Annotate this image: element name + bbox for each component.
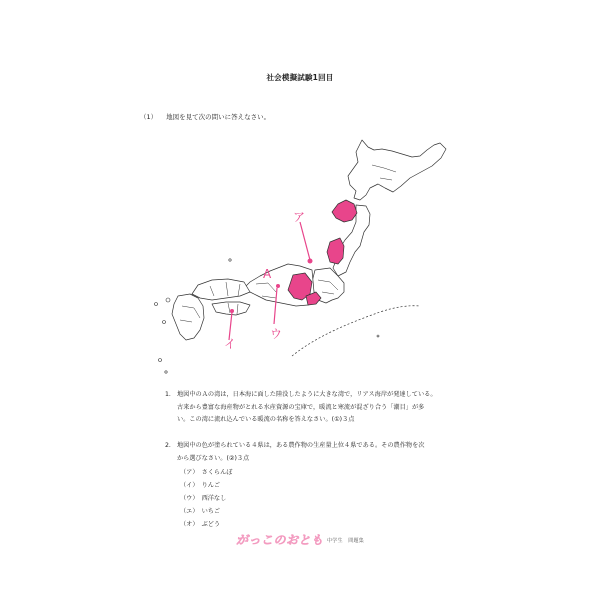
question-1 <box>165 389 477 427</box>
question-1-line-2: 古来から豊富な海産物がとれる水産資源の宝庫で，暖流と寒流が混ざり合う「潮目」が多 <box>177 403 425 411</box>
map-hokkaido <box>348 140 446 200</box>
option-label: （オ） <box>180 521 199 528</box>
option-text: いちご <box>201 508 221 515</box>
option-item <box>177 505 233 518</box>
option-text: 西洋なし <box>201 495 227 502</box>
option-label: （エ） <box>180 508 199 515</box>
option-text: さくらんぼ <box>201 469 233 476</box>
option-label: （ウ） <box>180 495 199 502</box>
map-aomori <box>332 200 357 222</box>
option-item <box>177 466 233 479</box>
map-yamagata <box>327 238 344 264</box>
question-2-line-1: 地図中の色が塗られている４県は，ある農作物の生産量上位４県である。その農作物を次 <box>177 442 425 449</box>
answer-options <box>177 466 233 531</box>
label-a: ア <box>293 210 306 224</box>
question-1-number: 1. <box>165 391 171 398</box>
map-dashed-line <box>292 306 420 356</box>
label-u: ウ <box>270 327 283 341</box>
question-2-line-2: から選びなさい。(②)３点 <box>177 454 250 462</box>
label-A: A <box>263 267 272 281</box>
map-shikoku <box>212 302 250 315</box>
brand-subtitle: 中学生 問題集 <box>327 538 365 544</box>
section-number: （1） <box>140 113 158 121</box>
option-item <box>177 518 233 531</box>
marker-A <box>276 284 280 288</box>
question-1-line-3: い。この湾に流れ込んでいる暖流の名称を答えなさい。(①)３点 <box>177 416 355 423</box>
option-text: りんご <box>201 482 221 489</box>
option-label: （ア） <box>180 469 199 476</box>
marker-i <box>230 309 234 313</box>
section-instruction: 地図を見て次の問いに答えなさい。 <box>166 113 271 121</box>
page-title: 社会模擬試験1回目 <box>266 73 334 82</box>
option-item <box>177 492 233 505</box>
question-1-line-1: 地図中のＡの湾は，日本海に面した陸没したように大きな湾で，リアス海岸が発達している。 <box>177 391 437 398</box>
option-item <box>177 479 233 492</box>
question-2-number: 2. <box>165 442 171 449</box>
marker-a <box>308 259 313 264</box>
map-chugoku <box>192 279 250 300</box>
question-2 <box>165 440 477 465</box>
brand-logo: がっこのおとも <box>236 533 324 547</box>
option-label: （イ） <box>180 482 199 489</box>
label-i: イ <box>224 337 237 351</box>
option-text: ぶどう <box>201 521 221 528</box>
